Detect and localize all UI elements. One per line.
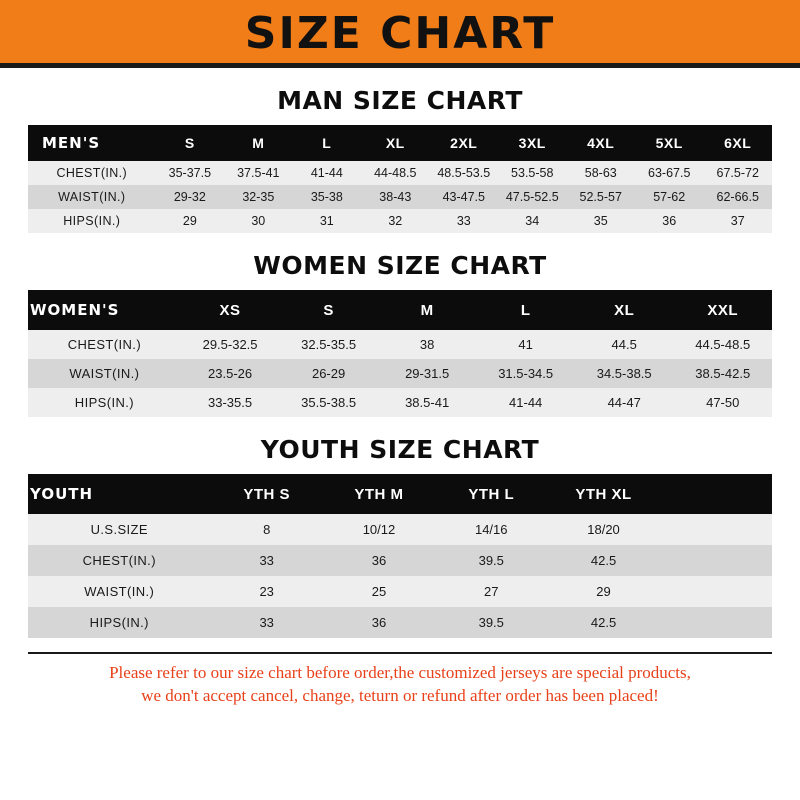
table-women-header-1: XS [181,290,280,330]
table-men-r2-c6: 34 [498,209,566,233]
table-men-r1-c6: 47.5-52.5 [498,185,566,209]
table-men-r0-c7: 58-63 [567,161,635,185]
table-youth-r0-spacer [660,514,772,545]
table-men-r0-c8: 63-67.5 [635,161,703,185]
table-youth-header-1: YTH S [211,474,323,514]
table-men-r1-c3: 35-38 [293,185,361,209]
table-youth-r2-c4: 29 [547,576,659,607]
table-youth-r3-c2: 36 [323,607,435,638]
table-youth-header-3: YTH L [435,474,547,514]
table-youth-r0-c3: 14/16 [435,514,547,545]
table-row [28,607,772,638]
table-youth-header-4: YTH XL [547,474,659,514]
table-men-r0-c6: 53.5-58 [498,161,566,185]
table-women-r2-c2: 35.5-38.5 [279,388,378,417]
table-row [28,161,772,185]
table-men-r2-c3: 31 [293,209,361,233]
section-youth [28,435,772,638]
table-row [28,514,772,545]
footer-disclaimer [28,652,772,708]
table-women-r2-c4: 41-44 [476,388,575,417]
table-youth-r0-c4: 18/20 [547,514,659,545]
table-men-header-2: M [224,125,292,161]
footer-line-2: we don't accept cancel, change, teturn or refund after order has been placed! [141,685,659,705]
table-women-r0-c2: 32.5-35.5 [279,330,378,359]
table-men-header-3: L [293,125,361,161]
table-men-r0-c3: 41-44 [293,161,361,185]
table-women-r2-c6: 47-50 [673,388,772,417]
table-women-r1-c2: 26-29 [279,359,378,388]
table-youth-r2-c2: 25 [323,576,435,607]
table-men-r2-c1: 29 [156,209,224,233]
table-women-header-5: XL [575,290,674,330]
table-women-r1-c6: 38.5-42.5 [673,359,772,388]
table-women-body [28,330,772,417]
table-women-header-4: L [476,290,575,330]
table-youth-r1-c4: 42.5 [547,545,659,576]
table-men-r0-c4: 44-48.5 [361,161,429,185]
page-title: SIZE CHART [244,8,556,59]
table-men-header-4: XL [361,125,429,161]
table-women-header-0: WOMEN'S [28,290,181,330]
table-row [28,359,772,388]
table-women-r2-c3: 38.5-41 [378,388,477,417]
table-men-r2-c5: 33 [430,209,498,233]
table-men-r1-c0: WAIST(IN.) [28,185,156,209]
table-women [28,290,772,417]
table-men-r1-c1: 29-32 [156,185,224,209]
table-men-r0-c9: 67.5-72 [703,161,772,185]
table-women-r0-c3: 38 [378,330,477,359]
content-area [0,86,800,708]
table-women-r0-c4: 41 [476,330,575,359]
table-men-r0-c0: CHEST(IN.) [28,161,156,185]
table-row [28,330,772,359]
section-men [28,86,772,233]
table-men-r2-c0: HIPS(IN.) [28,209,156,233]
table-youth-r3-c4: 42.5 [547,607,659,638]
section-women [28,251,772,417]
table-row [28,209,772,233]
table-women-header-6: XXL [673,290,772,330]
table-men-header-7: 4XL [567,125,635,161]
section-title-women: WOMEN SIZE CHART [253,251,547,280]
table-row [28,576,772,607]
table-men-r2-c2: 30 [224,209,292,233]
table-youth-r2-c3: 27 [435,576,547,607]
table-men-r1-c9: 62-66.5 [703,185,772,209]
table-youth-r1-c1: 33 [211,545,323,576]
banner-divider [0,63,800,68]
table-row [28,388,772,417]
table-women-r2-c1: 33-35.5 [181,388,280,417]
table-men-r2-c4: 32 [361,209,429,233]
table-youth-r0-c0: U.S.SIZE [28,514,211,545]
table-men-r2-c7: 35 [567,209,635,233]
table-women-r0-c5: 44.5 [575,330,674,359]
table-youth-r3-spacer [660,607,772,638]
table-women-head [28,290,772,330]
table-men-r1-c5: 43-47.5 [430,185,498,209]
table-women-r0-c0: CHEST(IN.) [28,330,181,359]
table-men-r1-c8: 57-62 [635,185,703,209]
table-women-header-3: M [378,290,477,330]
table-header-row [28,125,772,161]
table-men-r1-c4: 38-43 [361,185,429,209]
table-youth-r3-c3: 39.5 [435,607,547,638]
table-men-r2-c9: 37 [703,209,772,233]
table-men-body [28,161,772,233]
table-men-r0-c1: 35-37.5 [156,161,224,185]
table-women-r2-c0: HIPS(IN.) [28,388,181,417]
table-youth-header-2: YTH M [323,474,435,514]
table-header-row [28,290,772,330]
table-youth-body [28,514,772,638]
table-youth-r2-c1: 23 [211,576,323,607]
table-youth-r2-spacer [660,576,772,607]
table-women-header-2: S [279,290,378,330]
table-women-r1-c0: WAIST(IN.) [28,359,181,388]
table-youth-header-spacer [660,474,772,514]
table-women-r1-c5: 34.5-38.5 [575,359,674,388]
table-youth-r0-c1: 8 [211,514,323,545]
table-women-r0-c1: 29.5-32.5 [181,330,280,359]
table-youth-r0-c2: 10/12 [323,514,435,545]
table-men-r1-c2: 32-35 [224,185,292,209]
table-men-head [28,125,772,161]
table-row [28,545,772,576]
table-women-r1-c3: 29-31.5 [378,359,477,388]
table-row [28,185,772,209]
table-header-row [28,474,772,514]
table-women-r1-c4: 31.5-34.5 [476,359,575,388]
section-title-youth: YOUTH SIZE CHART [260,435,540,464]
table-women-r0-c6: 44.5-48.5 [673,330,772,359]
table-men-r2-c8: 36 [635,209,703,233]
table-youth-head [28,474,772,514]
table-men-r1-c7: 52.5-57 [567,185,635,209]
table-women-r1-c1: 23.5-26 [181,359,280,388]
table-men [28,125,772,233]
table-youth-r2-c0: WAIST(IN.) [28,576,211,607]
table-youth-r3-c0: HIPS(IN.) [28,607,211,638]
table-youth-r3-c1: 33 [211,607,323,638]
table-youth-r1-c2: 36 [323,545,435,576]
table-youth [28,474,772,638]
table-youth-r1-c3: 39.5 [435,545,547,576]
table-youth-header-0: YOUTH [28,474,211,514]
table-men-r0-c2: 37.5-41 [224,161,292,185]
table-women-r2-c5: 44-47 [575,388,674,417]
table-youth-r1-spacer [660,545,772,576]
table-men-header-6: 3XL [498,125,566,161]
table-men-header-8: 5XL [635,125,703,161]
table-men-header-9: 6XL [703,125,772,161]
footer-line-1: Please refer to our size chart before order,the customized jerseys are special products, [109,663,691,682]
table-men-header-1: S [156,125,224,161]
table-youth-r1-c0: CHEST(IN.) [28,545,211,576]
table-men-header-5: 2XL [430,125,498,161]
table-men-r0-c5: 48.5-53.5 [430,161,498,185]
table-men-header-0: MEN'S [28,125,156,161]
section-title-men: MAN SIZE CHART [277,86,523,115]
header-banner [0,0,800,68]
